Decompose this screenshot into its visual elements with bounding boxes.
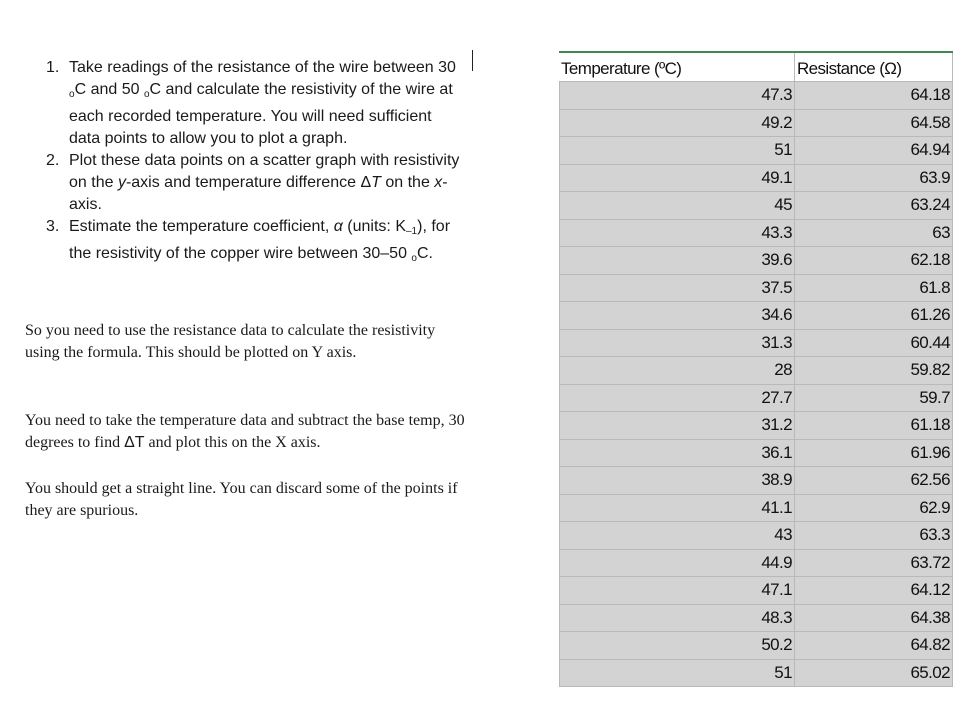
resistance-cell[interactable]: 60.44 <box>795 330 953 358</box>
temperature-cell[interactable]: 39.6 <box>559 247 795 275</box>
text-cursor <box>472 50 473 71</box>
table-row <box>559 632 953 660</box>
instruction-text: -axis. <box>69 174 448 213</box>
instruction-text: (units: K <box>342 218 406 235</box>
degree-subscript: o <box>411 253 417 264</box>
instruction-number: 1. <box>46 59 60 76</box>
resistance-cell[interactable]: 64.18 <box>795 82 953 110</box>
delta-t-symbol: ΔT <box>124 434 145 451</box>
temperature-cell[interactable]: 50.2 <box>559 632 795 660</box>
temperature-cell[interactable]: 51 <box>559 660 795 688</box>
table-row <box>559 82 953 110</box>
note-text: You need to take the temperature data and subtract the base temp, 30 degrees to find <box>25 412 465 451</box>
resistance-cell[interactable]: 61.96 <box>795 440 953 468</box>
table-row <box>559 192 953 220</box>
header-resistance[interactable]: Resistance (Ω) <box>795 53 953 82</box>
instruction-text: ), for the resistivity of the copper wire between 30–50 <box>69 218 451 262</box>
table-row <box>559 440 953 468</box>
resistance-cell[interactable]: 62.18 <box>795 247 953 275</box>
temperature-cell[interactable]: 49.2 <box>559 110 795 138</box>
resistance-cell[interactable]: 63.9 <box>795 165 953 193</box>
temperature-cell[interactable]: 51 <box>559 137 795 165</box>
temperature-cell[interactable]: 36.1 <box>559 440 795 468</box>
table-row <box>559 220 953 248</box>
table-row <box>559 577 953 605</box>
table-row <box>559 357 953 385</box>
resistance-cell[interactable]: 64.82 <box>795 632 953 660</box>
resistance-cell[interactable]: 64.12 <box>795 577 953 605</box>
instruction-italic: x <box>434 174 443 191</box>
table-row <box>559 110 953 138</box>
instruction-number: 3. <box>46 218 60 235</box>
data-table <box>559 51 953 687</box>
instruction-text: -axis and temperature difference Δ <box>125 174 372 191</box>
table-row <box>559 137 953 165</box>
table-row <box>559 302 953 330</box>
table-header-row <box>559 53 953 82</box>
resistance-cell[interactable]: 63.24 <box>795 192 953 220</box>
temperature-cell[interactable]: 28 <box>559 357 795 385</box>
instruction-text: Take readings of the resistance of the wire between 30 <box>69 59 456 76</box>
note-text: and plot this on the X axis. <box>144 434 321 451</box>
temperature-cell[interactable]: 43 <box>559 522 795 550</box>
instruction-number: 2. <box>46 152 60 169</box>
table-row <box>559 605 953 633</box>
resistance-cell[interactable]: 64.58 <box>795 110 953 138</box>
table-row <box>559 385 953 413</box>
resistance-cell[interactable]: 61.18 <box>795 412 953 440</box>
header-temperature[interactable]: Temperature (ºC) <box>559 53 795 82</box>
table-row <box>559 550 953 578</box>
resistance-cell[interactable]: 63.3 <box>795 522 953 550</box>
table-row <box>559 495 953 523</box>
note-paragraph-1: So you need to use the resistance data to calculate the resistivity using the formula. This should be plotted on Y axis. <box>25 322 436 361</box>
resistance-cell[interactable]: 59.82 <box>795 357 953 385</box>
note-paragraph-2 <box>25 410 465 454</box>
instruction-italic: α <box>333 218 343 235</box>
instruction-text: Estimate the temperature coefficient, <box>69 218 334 235</box>
instruction-italic: y <box>117 174 126 191</box>
resistance-cell[interactable]: 63.72 <box>795 550 953 578</box>
instruction-text: C. <box>416 245 433 262</box>
temperature-cell[interactable]: 47.1 <box>559 577 795 605</box>
resistance-cell[interactable]: 65.02 <box>795 660 953 688</box>
temperature-cell[interactable]: 49.1 <box>559 165 795 193</box>
instruction-text: Plot these data points on a scatter graph with resistivity on the <box>69 152 460 191</box>
resistance-cell[interactable]: 61.8 <box>795 275 953 303</box>
table-row <box>559 165 953 193</box>
table-row <box>559 660 953 688</box>
degree-subscript: o <box>69 89 75 100</box>
temperature-cell[interactable]: 38.9 <box>559 467 795 495</box>
resistance-cell[interactable]: 61.26 <box>795 302 953 330</box>
unit-subscript: –1 <box>406 226 418 237</box>
temperature-cell[interactable]: 27.7 <box>559 385 795 413</box>
instruction-list <box>40 57 460 270</box>
temperature-cell[interactable]: 43.3 <box>559 220 795 248</box>
temperature-cell[interactable]: 41.1 <box>559 495 795 523</box>
temperature-cell[interactable]: 31.3 <box>559 330 795 358</box>
instruction-italic: T <box>371 174 381 191</box>
instruction-item-2 <box>40 150 460 216</box>
table-row <box>559 275 953 303</box>
instruction-item-3 <box>40 216 460 270</box>
note-paragraph-3: You should get a straight line. You can discard some of the points if they are spurious. <box>25 480 458 519</box>
table-row <box>559 247 953 275</box>
instruction-text: C and calculate the resistivity of the wire at each recorded temperature. You will need sufficient data points to allow you to plot a graph. <box>69 81 453 147</box>
temperature-cell[interactable]: 37.5 <box>559 275 795 303</box>
temperature-cell[interactable]: 34.6 <box>559 302 795 330</box>
table-row <box>559 412 953 440</box>
resistance-cell[interactable]: 64.94 <box>795 137 953 165</box>
table-row <box>559 330 953 358</box>
instruction-item-1 <box>40 57 460 150</box>
temperature-cell[interactable]: 48.3 <box>559 605 795 633</box>
degree-subscript: o <box>143 89 150 100</box>
instruction-text: C and 50 <box>74 81 144 98</box>
resistance-cell[interactable]: 62.56 <box>795 467 953 495</box>
temperature-cell[interactable]: 45 <box>559 192 795 220</box>
resistance-cell[interactable]: 64.38 <box>795 605 953 633</box>
temperature-cell[interactable]: 44.9 <box>559 550 795 578</box>
resistance-cell[interactable]: 63 <box>795 220 953 248</box>
temperature-cell[interactable]: 47.3 <box>559 82 795 110</box>
temperature-cell[interactable]: 31.2 <box>559 412 795 440</box>
resistance-cell[interactable]: 62.9 <box>795 495 953 523</box>
instruction-text: on the <box>380 174 435 191</box>
table-row <box>559 522 953 550</box>
resistance-cell[interactable]: 59.7 <box>795 385 953 413</box>
table-row <box>559 467 953 495</box>
